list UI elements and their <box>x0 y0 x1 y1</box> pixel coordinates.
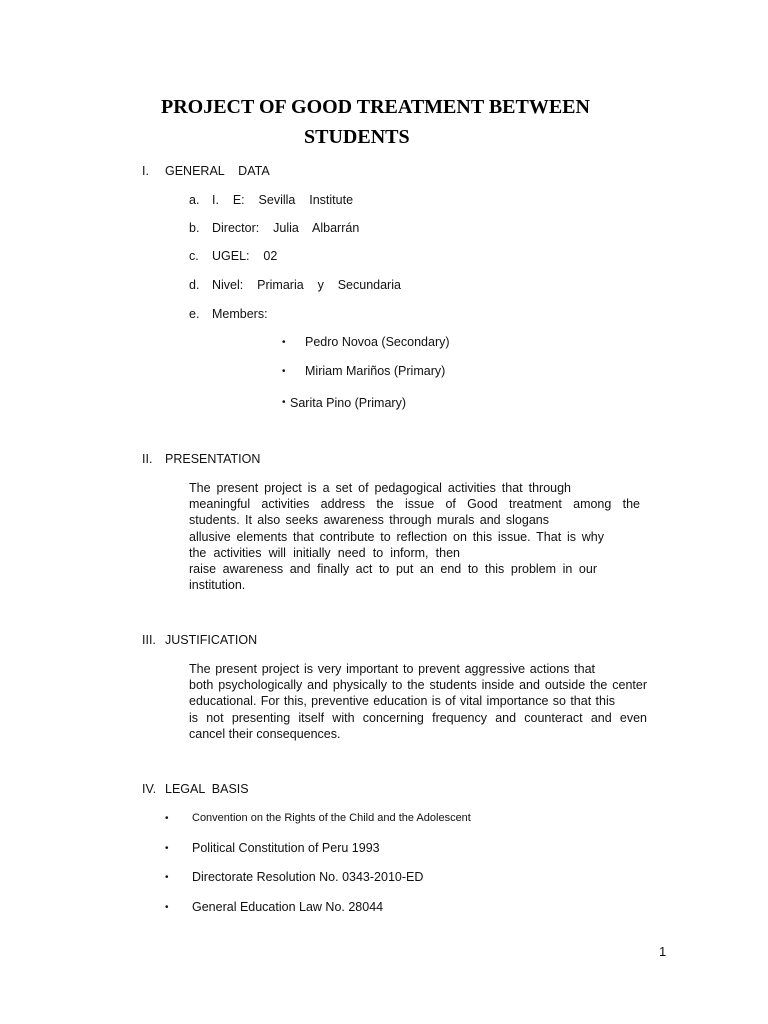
paragraph-line: allusive elements that contribute to reflection on this issue. That is why <box>189 529 604 544</box>
list-item-nivel: Nivel: Primaria y Secundaria <box>212 278 401 292</box>
paragraph-line: raise awareness and finally act to put an end to this problem in our <box>189 562 597 577</box>
document-title-line-1: PROJECT OF GOOD TREATMENT BETWEEN <box>161 96 590 118</box>
section-numeral: III. <box>142 633 156 647</box>
section-heading-general-data: GENERAL DATA <box>165 164 270 178</box>
paragraph-line: educational. For this, preventive education is of vital importance so that this <box>189 694 615 709</box>
list-item-letter: c. <box>189 249 199 263</box>
paragraph-line: both psychologically and physically to the students inside and outside the center <box>189 678 647 693</box>
paragraph-line: cancel their consequences. <box>189 726 341 741</box>
justification-paragraph <box>189 661 647 742</box>
list-item-letter: a. <box>189 193 200 207</box>
page-number: 1 <box>659 944 667 959</box>
bullet-icon: • <box>282 397 286 408</box>
section-numeral: IV. <box>142 782 157 796</box>
legal-item: Convention on the Rights of the Child and the Adolescent <box>192 812 471 824</box>
bullet-icon: • <box>165 843 169 854</box>
section-heading-justification: JUSTIFICATION <box>165 633 258 647</box>
legal-item: Political Constitution of Peru 1993 <box>192 841 380 855</box>
list-item-ugel: UGEL: 02 <box>212 249 278 263</box>
bullet-icon: • <box>165 872 169 883</box>
presentation-paragraph <box>189 480 640 593</box>
member-name: Pedro Novoa (Secondary) <box>305 335 450 349</box>
bullet-icon: • <box>282 337 286 348</box>
legal-item: Directorate Resolution No. 0343-2010-ED <box>192 870 424 884</box>
paragraph-line: the activities will initially need to inform, then <box>189 545 460 560</box>
paragraph-line: institution. <box>189 578 246 593</box>
section-numeral: II. <box>142 452 153 466</box>
list-item-letter: b. <box>189 221 200 235</box>
list-item-director: Director: Julia Albarrán <box>212 221 360 235</box>
document-title-line-2: STUDENTS <box>304 126 410 148</box>
section-heading-presentation: PRESENTATION <box>165 452 261 466</box>
paragraph-line: is not presenting itself with concerning frequency and counteract and even <box>189 710 647 725</box>
bullet-icon: • <box>165 813 169 824</box>
list-item-letter: d. <box>189 278 200 292</box>
bullet-icon: • <box>282 366 286 377</box>
member-name: Sarita Pino (Primary) <box>290 396 406 410</box>
legal-item: General Education Law No. 28044 <box>192 900 384 914</box>
bullet-icon: • <box>165 902 169 913</box>
list-item-letter: e. <box>189 307 200 321</box>
list-item-members: Members: <box>212 307 268 321</box>
section-heading-legal-basis: LEGAL BASIS <box>165 782 249 796</box>
member-name: Miriam Mariños (Primary) <box>305 364 446 378</box>
section-numeral: I. <box>142 164 149 178</box>
list-item-institute: I. E: Sevilla Institute <box>212 193 354 207</box>
paragraph-line: The present project is very important to prevent aggressive actions that <box>189 662 595 676</box>
paragraph-line: The present project is a set of pedagogical activities that through <box>189 481 571 495</box>
paragraph-line: students. It also seeks awareness through murals and slogans <box>189 513 549 528</box>
paragraph-line: meaningful activities address the issue of Good treatment among the <box>189 497 640 512</box>
